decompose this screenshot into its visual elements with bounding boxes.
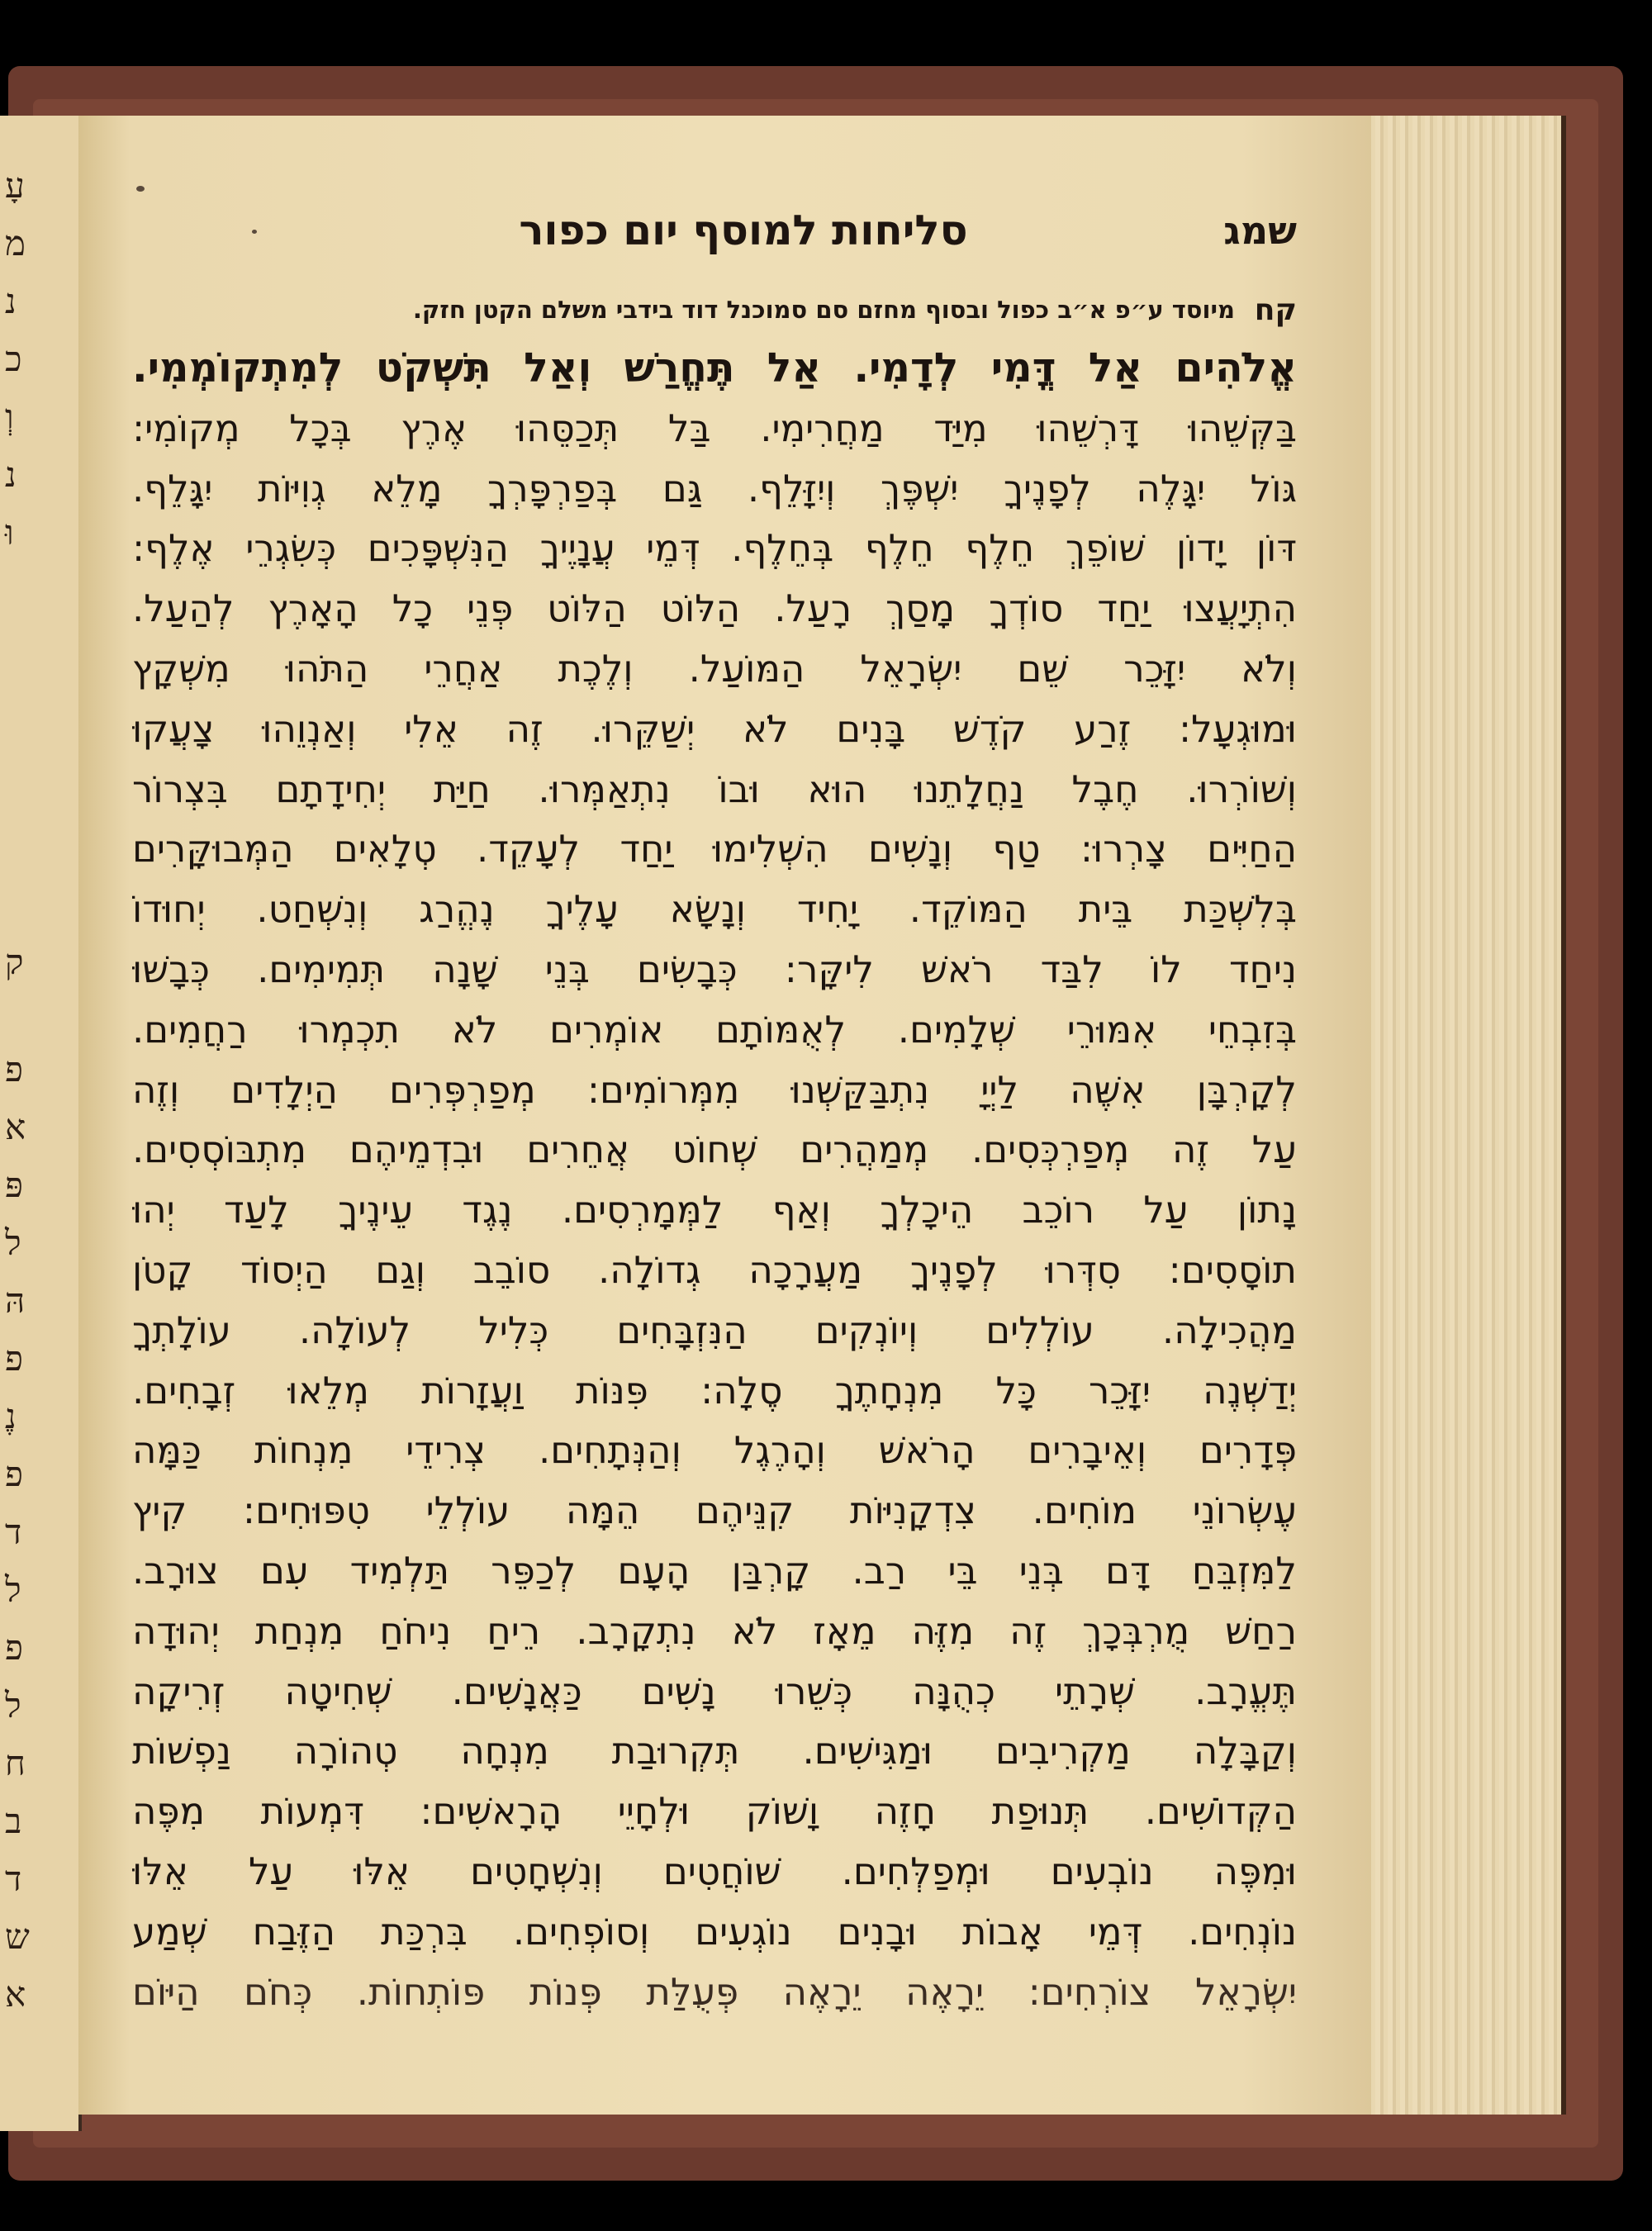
- left-page-fragment: ד: [5, 1858, 22, 1899]
- left-page-fragment: ק: [5, 942, 24, 982]
- text-line: הִתְיָעֲצוּ יַחַד סוֹדְךָ מָסַךְ רָעַל. הַלּוֹט הַלּוֹט פְּנֵי כָל הָאָרֶץ לְהַעַל.: [132, 586, 1297, 631]
- section-attribution: מיוסד ע״פ א״ב כפול ובסוף מחזם סם סמוכנל דוד בידבי משלם הקטן חזק.: [412, 296, 1235, 324]
- left-page-fragment: וְ: [5, 396, 14, 437]
- text-line: וְקַבָּלָה מַקְרִיבִים וּמַגִּישִׁים. תְּקְרוּבַת מִנְחָה טְהוֹרָה נַפְשׁוֹת: [132, 1729, 1297, 1773]
- text-line: בְּזִבְחֵי אִמּוּרֵי שְׁלָמִים. לְאֻמּוֹתָם אוֹמְרִים לֹא תִכְמְרוּ רַחֲמִים.: [132, 1007, 1297, 1051]
- text-line: וְלֹא יִזָּכֵר שֵׁם יִשְׂרָאֵל הַמּוֹעַל. וְלֶכֶת אַחֲרֵי הַתֹּהוּ מִשְׁקָץ: [132, 646, 1297, 691]
- left-page-fragment: וּ: [5, 512, 14, 553]
- page-edges: [1363, 116, 1566, 2115]
- left-page-fragment: הּ: [5, 1280, 26, 1321]
- text-line: תוֹסָסִים: סִדְּרוּ לְפָנֶיךָ מַעֲרָכָה גְדוֹלָה. סוֹבֵב וְגַם הַיְסוֹד קָטֹן: [132, 1247, 1297, 1292]
- left-page-fragment: פ: [5, 1627, 24, 1668]
- running-title: סליחות למוסף יום כפור: [519, 206, 968, 254]
- left-page-fragment: כ: [5, 339, 22, 379]
- left-page-fragment: פ: [5, 1454, 24, 1494]
- left-page-fragment: א: [5, 1107, 26, 1147]
- page-speck: [136, 186, 145, 192]
- left-page-fragment: ח: [5, 1743, 26, 1783]
- text-line: גּוֹל יִגָּלֶה לְפָנֶיךָ יִשְׁפֶּךְ וְיִזָּלֵף. גַּם בְּפַרְפָּרְךָ מָלֵא גְוִיּוֹת יִגָּלֵף.: [132, 466, 1297, 510]
- text-line: וּמִפֶּה נוֹבְעִים וּמְפַלְּחִים. שׁוֹחֲטִים וְנִשְׁחָטִים אֵלּוּ עַל אֵלּוּ: [132, 1849, 1297, 1893]
- left-page-fragment: פ: [5, 1338, 24, 1379]
- left-page-fragment: פ: [5, 1049, 24, 1089]
- text-line: בַּקְּשֵׁהוּ דָּרְשֵׁהוּ מִיַּד מַחֲרִימִי. בַּל תְּכַסֵּהוּ אֶרֶץ בְּכָל מְקוֹמִי:: [132, 406, 1297, 450]
- left-page-fragment: ל: [5, 1685, 21, 1725]
- text-line: דּוֹן יָדוֹן שׁוֹפֵךְ חֵלֶף חֵלֶף בְּחֵלֶף. דְּמֵי עֲנָיֶיךָ הַנִּשְׁפָּכִים כְּשִׂגְרֵי אֶלֶף:: [132, 526, 1297, 571]
- text-line: לַמִּזְבֵּחַ דָּם בְּנֵי בֵּי רַב. קָרְבַּן הָעָם לְכַפֵּר תַּלְמִיד עִם צוּרָב.: [132, 1548, 1297, 1593]
- text-line: רַחַשׁ מֻרְבְּכָךְ זֶה מִזֶּה מֵאָז לֹא נִתְקָרָב. רֵיחַ נִיחֹחַ מִנְחַת יְהוּדָה: [132, 1608, 1297, 1653]
- text-line: תֶּעֱרָב. שְׁרָתֵי כְהֻנָּה כְּשֵׁרוּ נָשִׁים כַּאֲנָשִׁים. שְׁחִיטָה זְרִיקָה: [132, 1669, 1297, 1713]
- left-page-fragment: א: [5, 1974, 26, 2015]
- text-line: עֶשְׂרוֹנֵי מוֹחִים. צִדְקָנִיּוֹת קִנֵּיהֶם הֵמָּה עוֹלְלֵי טִפּוּחִים: קִיץ: [132, 1488, 1297, 1533]
- text-line: הַקְּדוֹשִׁים. תְּנוּפַת חָזֶה וָשׁוֹק וּלְחָיֵי הָרָאשִׁים: דִּמְעוֹת מִפֶּה: [132, 1789, 1297, 1834]
- left-page-fragment: מ: [5, 223, 26, 263]
- text-line: וְשׁוֹרְרוּ. חֶבֶל נַחֲלָתֵנוּ הוּא וּבוֹ נִתְאַמְּרוּ. חַיַּת יְחִידָתָם בִּצְרוֹר: [132, 767, 1297, 811]
- text-line: יִשְׂרָאֵל צוֹרְחִים: יֵרָאֶה יֵרָאֶה פְּעֻלַּת פְּנוֹת פּוֹתְחוֹת. כְּחֹם הַיּוֹם: [132, 1969, 1297, 2014]
- text-line: לְקָרְבָּן אִשֶּׁה לַיְיָ נִתְבַּקַּשְׁנוּ מִמְּרוֹמִים: מְפַרְפְּרִים הַיְלָדִים וְזֶה: [132, 1067, 1297, 1112]
- left-page-fragment: נ: [5, 454, 17, 495]
- text-line: מַהֲכִילָה. עוֹלְלִים וְיוֹנְקִים הַנִּזְבָּחִים כְּלִיל לְעוֹלָה. עוֹלָתְךָ: [132, 1308, 1297, 1352]
- left-page-edge: [0, 116, 82, 2131]
- text-line: עַל זֶה מְפַרְכְּסִים. מְמַהֲרִים שְׁחוֹט אֲחֵרִים וּבִדְמֵיהֶם מִתְבּוֹסְסִים.: [132, 1127, 1297, 1172]
- left-page-fragment: נֶ: [5, 1396, 17, 1436]
- text-line: הַחַיִּים צָרְרוּ: טַף וְנָשִׁים הִשְׁלִימוּ יַחַד לְעָקֵד. טְלָאִים הַמְּבוּקָּרִים: [132, 827, 1297, 871]
- text-line: וּמוּגְעָל: זֶרַע קֹדֶשׁ בָּנִים לֹא יְשַׁקֵּרוּ. זֶה אֵלִי וְאַנְוֵהוּ צָעֲקוּ: [132, 706, 1297, 751]
- left-page-fragment: נ: [5, 281, 17, 321]
- text-line: בְּלִשְׁכַּת בֵּית הַמּוֹקֵד. יָחִיד וְנָשָׂא עָלֶיךָ נֶהֱרַג וְנִשְׁחַט. יְחוּדוֹ: [132, 887, 1297, 932]
- left-page-fragment: ש: [5, 1916, 30, 1957]
- text-line: אֱלֹהִים אַל דֳּמִי לְדָמִי. אַל תֶּחֱרַשׁ וְאַל תִּשְׁקֹט לְמִתְקוֹמְמִי.: [132, 344, 1297, 392]
- text-line: יְדַשְּׁנֶה יִזָּכֵר כָּל מִנְחָתֶךָ סֶלָה: פִּנּוֹת וַעֲזָרוֹת מְלֵאוּ זְבָחִים.: [132, 1368, 1297, 1412]
- left-page-fragment: ב: [5, 1801, 22, 1841]
- book-page: [78, 116, 1371, 2115]
- left-page-fragment: ל: [5, 1222, 21, 1263]
- left-page-fragment: ד: [5, 1512, 22, 1552]
- liturgical-text: [132, 339, 1297, 2022]
- left-page-fragment: עָ: [5, 165, 25, 206]
- page-speck: [252, 230, 257, 234]
- text-line: נָתוֹן עַל רוֹכֵב הֵיכָלְךָ וְאַף לַמְּמָרְסִים. נֶגֶד עֵינֶיךָ לָעַד יְהוּ: [132, 1188, 1297, 1232]
- left-page-fragment: פּ: [5, 1165, 24, 1205]
- section-marker: קח: [1254, 293, 1297, 327]
- text-line: פְּדָרִים וְאֵיבָרִים הָרֹאשׁ וְהָרֶגֶל וְהַנְּתָחִים. צְרִידֵי מִנְחוֹת כַּמָּה: [132, 1428, 1297, 1473]
- text-line: נוֹנְחִים. דְּמֵי אָבוֹת וּבָנִים נוֹגְעִים וְסוֹפְחִים. בִּרְכַּת הַזֶּבַח שְׁמַע: [132, 1909, 1297, 1953]
- page-number: שמג: [1223, 208, 1297, 253]
- text-line: נִיחַד לוֹ לִבַּד רֹאשׁ לִיקָּר: כְּבָשִׂים בְּנֵי שָׁנָה תְּמִימִים. כְּבָשׁוּ: [132, 947, 1297, 991]
- left-page-fragment: ל: [5, 1569, 21, 1610]
